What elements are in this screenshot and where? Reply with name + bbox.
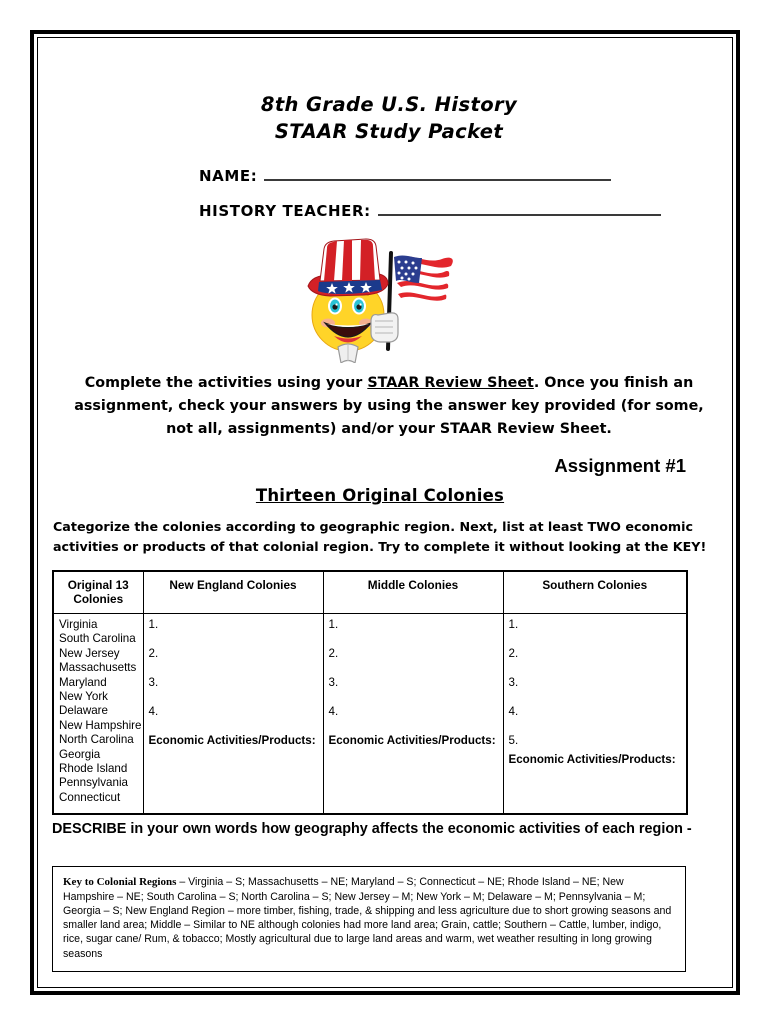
history-teacher-label: HISTORY TEACHER: <box>199 202 371 220</box>
column-header-middle: Middle Colonies <box>323 571 503 614</box>
answer-slot[interactable]: 2. <box>508 647 519 660</box>
list-item: Massachusetts <box>59 661 137 675</box>
answer-slot[interactable]: 1. <box>328 618 339 631</box>
teacher-field-row <box>199 202 744 220</box>
colonies-table <box>52 570 688 815</box>
page-border-frame <box>30 30 740 995</box>
document-content <box>34 34 744 999</box>
new-england-answer-slots <box>149 618 319 718</box>
table-header-row <box>53 571 687 614</box>
column-header-new-england: New England Colonies <box>143 571 323 614</box>
list-item: Maryland <box>59 675 107 689</box>
list-item: Virginia <box>59 618 98 631</box>
task-instructions: Categorize the colonies according to geographic region. Next, list at least TWO economic activities or products of that colonial region. Try to complete it without looking at the KEY! <box>53 519 707 554</box>
staar-review-sheet-underlined: STAAR Review Sheet <box>367 375 534 391</box>
answer-key-body: – Virginia – S; Massachusetts – NE; Maryland – S; Connecticut – NE; Rhode Island – NE; New Hampshire – NE; South Carolina – S; North Carolina – S; New Jersey – M; New York – M; Delaware – M; Pennsylvania – M; Georgia – S; New England Region – more timber, fishing, trade, & shipping and less agriculture due to short growing seasons and smaller land area; Middle – Similar to NE although colonies had more land area; Grain, cattle; Southern – Cattle, lumber, indigo, rice, sugar cane/ Rum, & tobacco; Mostly agricultural due to large land areas and warm, wet weather resulting in long growing seasons <box>63 876 672 960</box>
patriotic-smiley-with-flag-icon <box>292 237 472 363</box>
list-item: North Carolina <box>59 733 134 747</box>
answer-slot[interactable]: 1. <box>508 618 519 631</box>
instructions-part1: Complete the activities using your <box>84 375 368 391</box>
answer-slot[interactable]: 4. <box>148 705 159 718</box>
title-line-2: STAAR Study Packet <box>274 120 504 143</box>
answer-key-text <box>63 875 675 961</box>
student-fields <box>34 167 744 220</box>
answer-slot[interactable]: 1. <box>148 618 159 631</box>
southern-answer-slots <box>509 618 683 747</box>
table-body-row <box>53 614 687 815</box>
history-teacher-input-rule[interactable] <box>378 203 661 216</box>
cell-middle-answers[interactable] <box>323 614 503 815</box>
answer-slot[interactable]: 4. <box>328 705 339 718</box>
answer-key-box <box>52 866 686 972</box>
answer-slot[interactable]: 3. <box>508 676 519 689</box>
list-item: South Carolina <box>59 632 136 646</box>
answer-slot[interactable]: 2. <box>148 647 159 660</box>
cell-colony-list <box>53 614 143 815</box>
activity-title: Thirteen Original Colonies <box>255 486 505 505</box>
name-input-rule[interactable] <box>264 168 611 181</box>
instructions-paragraph <box>66 372 712 441</box>
cell-southern-answers[interactable] <box>503 614 687 815</box>
column-header-original-13 <box>53 571 143 614</box>
header-line-1: Original 13 <box>67 578 129 592</box>
name-field-row <box>199 167 744 185</box>
economic-activities-label: Economic Activities/Products: <box>148 734 316 747</box>
answer-key-heading: Key to Colonial Regions <box>63 876 177 889</box>
illustration-container <box>34 237 744 363</box>
assignment-number-label: Assignment #1 <box>554 455 686 476</box>
answer-slot[interactable]: 3. <box>328 676 339 689</box>
economic-activities-label: Economic Activities/Products: <box>508 753 676 766</box>
list-item: Pennsylvania <box>59 776 128 790</box>
name-label: NAME: <box>199 167 258 185</box>
page-title <box>34 34 744 145</box>
instructions-part2: . Once you finish an assignment, check your answers by using the answer key provided (for some, not all, assignments) and/or your STAAR Review Sheet. <box>74 375 704 437</box>
column-header-southern: Southern Colonies <box>503 571 687 614</box>
answer-slot[interactable]: 3. <box>148 676 159 689</box>
economic-activities-label: Economic Activities/Products: <box>328 734 496 747</box>
answer-slot[interactable]: 5. <box>508 734 519 747</box>
list-item: New York <box>59 690 108 704</box>
assignment-heading-row <box>34 455 744 477</box>
list-item: Georgia <box>59 747 101 761</box>
list-item: Rhode Island <box>59 762 128 776</box>
list-item: New Jersey <box>59 646 120 660</box>
header-line-2: Colonies <box>73 592 124 606</box>
list-item: Delaware <box>59 704 108 718</box>
describe-prompt: DESCRIBE in your own words how geography affects the economic activities of each region - <box>52 821 692 838</box>
answer-slot[interactable]: 2. <box>328 647 339 660</box>
middle-answer-slots <box>329 618 499 718</box>
colony-name-list <box>59 618 142 805</box>
list-item: Connecticut <box>59 790 121 804</box>
list-item: New Hampshire <box>59 718 142 732</box>
cell-new-england-answers[interactable] <box>143 614 323 815</box>
title-line-1: 8th Grade U.S. History <box>260 93 518 116</box>
answer-slot[interactable]: 4. <box>508 705 519 718</box>
